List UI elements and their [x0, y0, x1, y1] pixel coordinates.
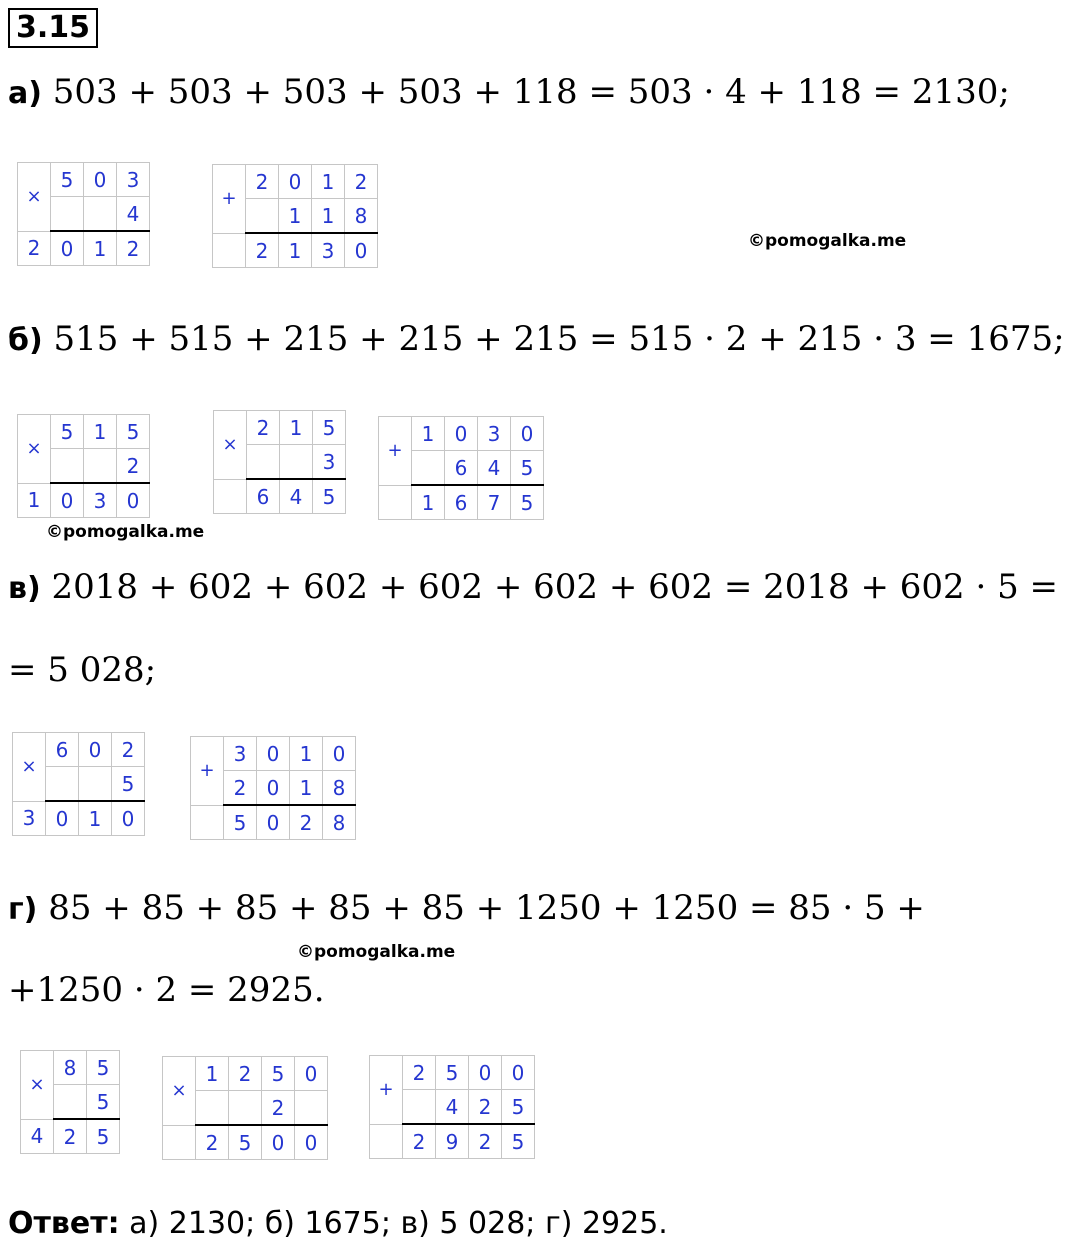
part-v-label: в)	[8, 571, 41, 606]
grid-cell	[370, 1124, 403, 1159]
grid-cell: 2	[196, 1125, 229, 1160]
grid-cell: 0	[295, 1125, 328, 1160]
grid-cell	[79, 767, 112, 802]
grid-row	[379, 485, 544, 520]
grid-cell: 3	[13, 801, 46, 836]
grid-cell: 0	[257, 771, 290, 806]
grid-cell: 1	[312, 199, 345, 234]
grid-cell: 2	[117, 231, 150, 266]
grid-cell	[191, 805, 224, 840]
grid-row	[214, 411, 346, 445]
grid-cell: 0	[445, 417, 478, 451]
part-g-line2: +1250 · 2 = 2925.	[8, 970, 325, 1010]
column-calc-a-add	[212, 164, 378, 268]
grid-cell: 1	[279, 199, 312, 234]
grid-cell: 0	[279, 165, 312, 199]
grid-cell: 5	[502, 1090, 535, 1125]
grid-cell: 2	[54, 1119, 87, 1154]
operator-sign: +	[370, 1056, 403, 1125]
grid-cell: 0	[511, 417, 544, 451]
part-v-line1: 2018 + 602 + 602 + 602 + 602 + 602 = 2018 + 602 · 5 =	[51, 567, 1059, 607]
part-g-line1: 85 + 85 + 85 + 85 + 85 + 1250 + 1250 = 85 · 5 +	[48, 888, 925, 928]
grid-cell: 5	[87, 1119, 120, 1154]
grid-row	[18, 231, 150, 266]
column-calc-a-mult	[17, 162, 150, 266]
grid-cell: 2	[246, 233, 279, 268]
task-number: 3.15	[8, 8, 98, 48]
answer-line	[8, 1206, 668, 1241]
operator-sign: ×	[21, 1051, 54, 1120]
column-calc-b-mult1	[17, 414, 150, 518]
grid-cell: 2	[262, 1091, 295, 1126]
grid-cell: 1	[18, 483, 51, 518]
operator-sign: ×	[18, 163, 51, 232]
part-b-line1: 515 + 515 + 215 + 215 + 215 = 515 · 2 + 215 · 3 = 1675;	[53, 319, 1065, 359]
grid-cell	[229, 1091, 262, 1126]
grid-cell: 5	[51, 415, 84, 449]
grid-row	[163, 1125, 328, 1160]
grid-cell	[51, 197, 84, 232]
grid-row	[370, 1056, 535, 1090]
grid-cell: 5	[224, 805, 257, 840]
operator-sign: ×	[18, 415, 51, 484]
grid-cell: 4	[478, 451, 511, 486]
grid-cell	[214, 479, 247, 514]
grid-cell: 1	[84, 231, 117, 266]
grid-cell: 7	[478, 485, 511, 520]
grid-cell: 0	[469, 1056, 502, 1090]
grid-cell: 0	[112, 801, 145, 836]
grid-cell: 1	[280, 411, 313, 445]
grid-row	[379, 417, 544, 451]
grid-cell	[379, 485, 412, 520]
grid-cell	[46, 767, 79, 802]
grid-cell: 3	[312, 233, 345, 268]
grid-cell: 0	[257, 737, 290, 771]
grid-cell	[412, 451, 445, 486]
grid-cell: 1	[290, 737, 323, 771]
grid-cell: 5	[511, 451, 544, 486]
part-a-label: а)	[8, 76, 42, 111]
grid-cell: 5	[112, 767, 145, 802]
grid-row	[370, 1124, 535, 1159]
grid-cell: 2	[290, 805, 323, 840]
grid-row	[18, 163, 150, 197]
operator-sign: ×	[13, 733, 46, 802]
grid-cell	[163, 1125, 196, 1160]
operator-sign: +	[191, 737, 224, 806]
grid-cell: 5	[87, 1051, 120, 1085]
grid-cell: 1	[412, 417, 445, 451]
grid-cell: 3	[117, 163, 150, 197]
grid-row	[13, 801, 145, 836]
grid-row	[21, 1119, 120, 1154]
grid-cell: 5	[313, 411, 346, 445]
grid-cell: 4	[280, 479, 313, 514]
grid-cell	[54, 1085, 87, 1120]
grid-cell: 3	[84, 483, 117, 518]
column-calc-b-mult2	[213, 410, 346, 514]
grid-cell: 4	[117, 197, 150, 232]
grid-cell: 1	[290, 771, 323, 806]
grid-cell: 1	[79, 801, 112, 836]
grid-cell: 0	[79, 733, 112, 767]
grid-cell: 5	[511, 485, 544, 520]
grid-cell	[280, 445, 313, 480]
grid-cell	[84, 197, 117, 232]
grid-cell: 1	[196, 1057, 229, 1091]
grid-cell: 5	[51, 163, 84, 197]
grid-cell: 8	[323, 771, 356, 806]
grid-row	[191, 737, 356, 771]
grid-cell: 0	[345, 233, 378, 268]
part-a-equation	[8, 72, 1010, 114]
grid-cell: 2	[112, 733, 145, 767]
column-calc-g-mult2	[162, 1056, 328, 1160]
grid-cell: 6	[247, 479, 280, 514]
grid-cell: 8	[345, 199, 378, 234]
part-v-equation	[8, 567, 1058, 609]
grid-cell: 5	[262, 1057, 295, 1091]
grid-cell: 0	[51, 483, 84, 518]
grid-cell: 3	[224, 737, 257, 771]
answer-text: а) 2130; б) 1675; в) 5 028; г) 2925.	[119, 1206, 668, 1241]
grid-cell: 8	[323, 805, 356, 840]
watermark: ©pomogalka.me	[297, 942, 456, 962]
column-calc-g-mult1	[20, 1050, 120, 1154]
part-v-line2: = 5 028;	[8, 650, 157, 690]
grid-row	[213, 165, 378, 199]
grid-cell: 2	[229, 1057, 262, 1091]
operator-sign: +	[213, 165, 246, 234]
grid-cell: 0	[84, 163, 117, 197]
grid-cell: 1	[84, 415, 117, 449]
grid-cell: 2	[469, 1124, 502, 1159]
grid-cell: 5	[117, 415, 150, 449]
grid-cell: 6	[46, 733, 79, 767]
watermark: ©pomogalka.me	[46, 522, 205, 542]
part-a-line1: 503 + 503 + 503 + 503 + 118 = 503 · 4 + 118 = 2130;	[52, 72, 1010, 112]
grid-cell: 5	[229, 1125, 262, 1160]
grid-cell: 2	[345, 165, 378, 199]
grid-cell: 2	[469, 1090, 502, 1125]
grid-cell: 0	[295, 1057, 328, 1091]
grid-row	[18, 415, 150, 449]
column-calc-v-mult	[12, 732, 145, 836]
column-calc-v-add	[190, 736, 356, 840]
grid-cell: 0	[262, 1125, 295, 1160]
grid-cell	[246, 199, 279, 234]
part-g-equation	[8, 888, 925, 930]
grid-cell: 6	[445, 485, 478, 520]
grid-cell: 0	[323, 737, 356, 771]
grid-cell	[84, 449, 117, 484]
grid-row	[21, 1051, 120, 1085]
grid-cell: 3	[313, 445, 346, 480]
answer-label: Ответ:	[8, 1206, 120, 1241]
grid-cell	[247, 445, 280, 480]
grid-row	[13, 733, 145, 767]
grid-cell: 2	[117, 449, 150, 484]
grid-cell	[213, 233, 246, 268]
grid-cell	[196, 1091, 229, 1126]
column-calc-b-add	[378, 416, 544, 520]
operator-sign: ×	[214, 411, 247, 480]
grid-row	[191, 805, 356, 840]
grid-cell: 4	[436, 1090, 469, 1125]
grid-cell: 5	[436, 1056, 469, 1090]
grid-cell: 6	[445, 451, 478, 486]
part-g-label: г)	[8, 892, 38, 927]
part-b-equation	[8, 319, 1065, 361]
grid-cell	[403, 1090, 436, 1125]
grid-cell: 0	[46, 801, 79, 836]
grid-cell: 1	[412, 485, 445, 520]
column-calc-g-add	[369, 1055, 535, 1159]
grid-row	[213, 233, 378, 268]
grid-row	[18, 483, 150, 518]
grid-cell: 0	[117, 483, 150, 518]
grid-cell: 1	[312, 165, 345, 199]
grid-cell: 2	[403, 1124, 436, 1159]
watermark: ©pomogalka.me	[748, 231, 907, 251]
grid-cell: 3	[478, 417, 511, 451]
grid-cell	[51, 449, 84, 484]
grid-cell: 2	[246, 165, 279, 199]
operator-sign: +	[379, 417, 412, 486]
grid-cell: 0	[257, 805, 290, 840]
grid-cell: 0	[51, 231, 84, 266]
grid-cell: 5	[502, 1124, 535, 1159]
grid-cell: 0	[502, 1056, 535, 1090]
grid-cell: 4	[21, 1119, 54, 1154]
grid-cell: 2	[247, 411, 280, 445]
part-b-label: б)	[8, 323, 43, 358]
grid-cell: 1	[279, 233, 312, 268]
grid-cell: 2	[224, 771, 257, 806]
grid-cell: 2	[403, 1056, 436, 1090]
grid-cell: 9	[436, 1124, 469, 1159]
grid-cell: 2	[18, 231, 51, 266]
operator-sign: ×	[163, 1057, 196, 1126]
grid-row	[214, 479, 346, 514]
grid-cell: 5	[87, 1085, 120, 1120]
grid-cell: 8	[54, 1051, 87, 1085]
grid-cell	[295, 1091, 328, 1126]
grid-cell: 5	[313, 479, 346, 514]
grid-row	[163, 1057, 328, 1091]
